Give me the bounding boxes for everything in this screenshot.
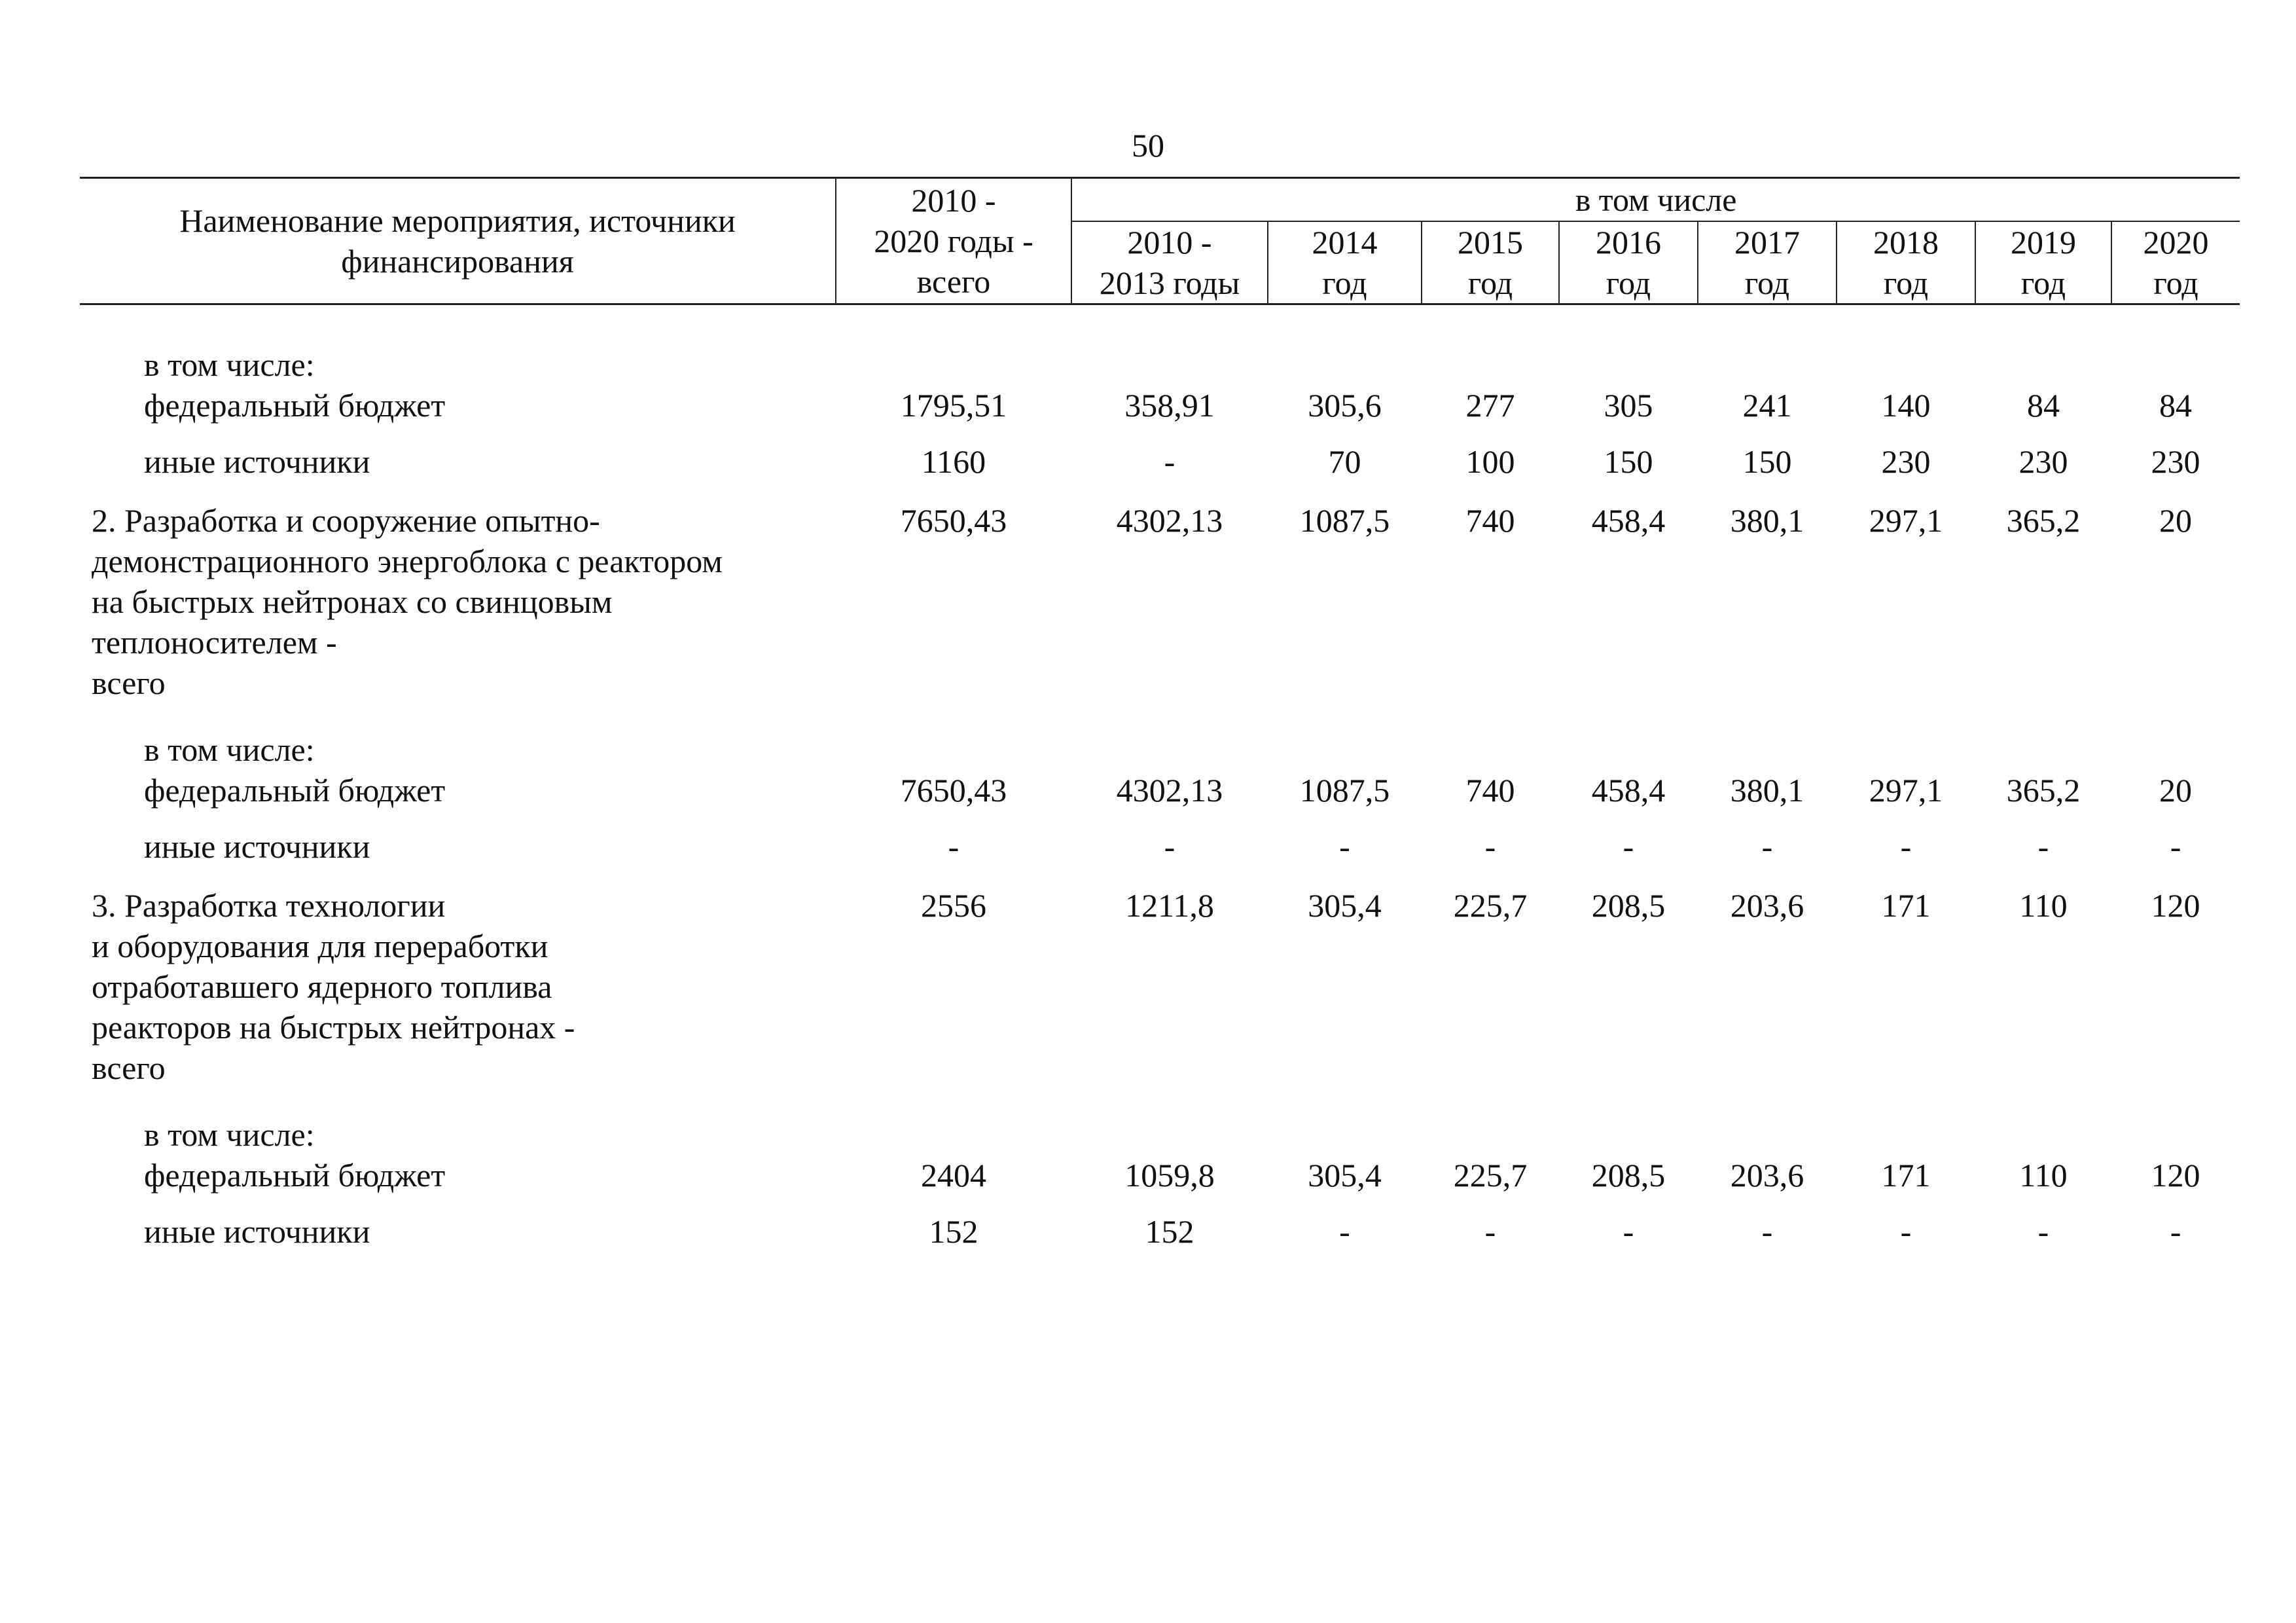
item-2-label	[80, 498, 836, 703]
cell-value: 20	[2159, 502, 2193, 539]
header-year-2019	[1975, 221, 2111, 304]
cell-value: -	[1164, 828, 1175, 865]
cell-value: 380,1	[1730, 502, 1804, 539]
cell-value: -	[1484, 828, 1496, 865]
cell-value: 171	[1881, 887, 1931, 924]
row-label: федеральный бюджет	[144, 772, 446, 809]
header-group: в том числе	[1071, 178, 2240, 222]
cell-value: 740	[1465, 772, 1515, 809]
header-year-line: год	[1322, 264, 1367, 301]
table-row	[80, 883, 2240, 1088]
header-total-line: всего	[916, 263, 991, 300]
cell-value: -	[2037, 828, 2049, 865]
page-number: 50	[1132, 127, 1164, 164]
header-total-column	[836, 178, 1071, 304]
cell-value: -	[1761, 1213, 1773, 1250]
cell-value: -	[1761, 828, 1773, 865]
cell-value: 208,5	[1591, 887, 1666, 924]
cell-value: 152	[1145, 1213, 1194, 1250]
table-body	[80, 304, 2240, 1268]
header-year-line: 2015	[1458, 224, 1523, 261]
cell-value: -	[1623, 828, 1634, 865]
cell-value: 203,6	[1730, 887, 1804, 924]
funding-table	[80, 177, 2240, 1267]
cell-value: 70	[1328, 443, 1361, 480]
table-row	[80, 1155, 2240, 1211]
header-year-2017	[1698, 221, 1837, 304]
cell-value: 297,1	[1869, 772, 1943, 809]
cell-value: 1795,51	[900, 387, 1007, 424]
item-line: реакторов на быстрых нейтронах -	[92, 1009, 575, 1046]
cell-value: 1211,8	[1125, 887, 1214, 924]
cell-value: 305,6	[1308, 387, 1382, 424]
item-line: всего	[92, 665, 166, 701]
table-row	[80, 385, 2240, 441]
row-label: в том числе:	[144, 731, 315, 768]
empty-cell	[836, 1114, 2240, 1155]
item-line: на быстрых нейтронах со свинцовым	[92, 583, 613, 620]
cell-value: 150	[1742, 443, 1792, 480]
cell-value: -	[1484, 1213, 1496, 1250]
cell-value: 241	[1742, 387, 1792, 424]
item-line: отработавшего ядерного топлива	[92, 968, 552, 1005]
table-row	[80, 498, 2240, 703]
cell-value: -	[1339, 828, 1350, 865]
header-total-line: 2010 -	[911, 182, 996, 219]
cell-value: 84	[2159, 387, 2193, 424]
table-row	[80, 729, 2240, 770]
cell-value: 230	[2018, 443, 2068, 480]
spacer	[80, 703, 2240, 729]
cell-value: 120	[2151, 1157, 2200, 1194]
item-line: демонстрационного энергоблока с реактором	[92, 543, 723, 579]
table-row	[80, 344, 2240, 385]
row-label: в том числе:	[144, 346, 315, 383]
header-year-line: 2013 годы	[1099, 264, 1240, 301]
cell-value: 150	[1604, 443, 1653, 480]
header-year-line: 2016	[1596, 224, 1661, 261]
header-year-line: 2014	[1312, 224, 1378, 261]
header-year-2014	[1268, 221, 1422, 304]
cell-value: 305,4	[1308, 887, 1382, 924]
table-row	[80, 770, 2240, 826]
item-3-label	[80, 883, 836, 1088]
cell-value: 458,4	[1591, 502, 1666, 539]
header-year-line: 2020	[2143, 224, 2209, 261]
header-year-line: 2018	[1873, 224, 1939, 261]
row-label: в том числе:	[144, 1116, 315, 1153]
header-total-line: 2020 годы -	[874, 223, 1033, 259]
table-header	[80, 178, 2240, 304]
cell-value: 20	[2159, 772, 2193, 809]
cell-value: -	[1900, 828, 1912, 865]
cell-value: 458,4	[1591, 772, 1666, 809]
header-year-line: год	[1883, 264, 1929, 301]
cell-value: 7650,43	[900, 502, 1007, 539]
cell-value: 225,7	[1453, 1157, 1528, 1194]
header-year-line: 2010 -	[1127, 224, 1212, 261]
header-name-line: Наименование мероприятия, источники	[179, 202, 736, 239]
cell-value: 171	[1881, 1157, 1931, 1194]
row-label: иные источники	[144, 1213, 370, 1250]
row-label: федеральный бюджет	[144, 1157, 446, 1194]
spacer	[80, 304, 2240, 345]
table-row	[80, 1211, 2240, 1267]
row-label: иные источники	[144, 443, 370, 480]
cell-value: -	[1900, 1213, 1912, 1250]
cell-value: 1160	[921, 443, 986, 480]
row-label: федеральный бюджет	[144, 387, 446, 424]
table-row	[80, 826, 2240, 883]
cell-value: 120	[2151, 887, 2200, 924]
empty-cell	[836, 729, 2240, 770]
header-year-2016	[1559, 221, 1698, 304]
cell-value: 1087,5	[1299, 502, 1390, 539]
header-name-column	[80, 178, 836, 304]
cell-value: 203,6	[1730, 1157, 1804, 1194]
header-year-line: год	[2153, 264, 2198, 301]
cell-value: 225,7	[1453, 887, 1528, 924]
cell-value: 358,91	[1124, 387, 1215, 424]
item-line: теплоносителем -	[92, 624, 337, 661]
header-name-line: финансирования	[341, 243, 574, 280]
header-year-2015	[1422, 221, 1559, 304]
header-year-2018	[1837, 221, 1975, 304]
header-year-line: год	[1605, 264, 1651, 301]
cell-value: 100	[1465, 443, 1515, 480]
cell-value: 1059,8	[1124, 1157, 1215, 1194]
cell-value: -	[2170, 828, 2181, 865]
cell-value: 305	[1604, 387, 1653, 424]
cell-value: 208,5	[1591, 1157, 1666, 1194]
cell-value: 4302,13	[1116, 502, 1223, 539]
header-year-line: год	[1744, 264, 1790, 301]
table-row	[80, 1114, 2240, 1155]
cell-value: 365,2	[2006, 502, 2081, 539]
cell-value: -	[1623, 1213, 1634, 1250]
cell-value: 305,4	[1308, 1157, 1382, 1194]
cell-value: -	[1164, 443, 1175, 480]
cell-value: 4302,13	[1116, 772, 1223, 809]
cell-value: 2404	[921, 1157, 986, 1194]
header-year-2020	[2111, 221, 2240, 304]
cell-value: -	[1339, 1213, 1350, 1250]
cell-value: 740	[1465, 502, 1515, 539]
cell-value: 7650,43	[900, 772, 1007, 809]
header-year-2010-2013	[1071, 221, 1268, 304]
item-line: и оборудования для переработки	[92, 928, 548, 964]
cell-value: 140	[1881, 387, 1931, 424]
item-line: 2. Разработка и сооружение опытно-	[92, 502, 600, 539]
cell-value: 2556	[921, 887, 986, 924]
cell-value: -	[2037, 1213, 2049, 1250]
cell-value: 110	[2019, 887, 2068, 924]
header-year-line: год	[1467, 264, 1513, 301]
item-line: 3. Разработка технологии	[92, 887, 446, 924]
header-year-line: 2019	[2011, 224, 2076, 261]
cell-value: 110	[2019, 1157, 2068, 1194]
table-row	[80, 441, 2240, 498]
cell-value: 365,2	[2006, 772, 2081, 809]
item-line: всего	[92, 1049, 166, 1086]
cell-value: 1087,5	[1299, 772, 1390, 809]
row-label: иные источники	[144, 828, 370, 865]
cell-value: 380,1	[1730, 772, 1804, 809]
empty-cell	[836, 344, 2240, 385]
cell-value: 277	[1465, 387, 1515, 424]
cell-value: -	[2170, 1213, 2181, 1250]
header-year-line: 2017	[1734, 224, 1800, 261]
cell-value: 84	[2027, 387, 2060, 424]
cell-value: 230	[1881, 443, 1931, 480]
cell-value: -	[948, 828, 960, 865]
header-year-line: год	[2020, 264, 2066, 301]
cell-value: 230	[2151, 443, 2200, 480]
spacer	[80, 1088, 2240, 1114]
cell-value: 297,1	[1869, 502, 1943, 539]
cell-value: 152	[929, 1213, 978, 1250]
